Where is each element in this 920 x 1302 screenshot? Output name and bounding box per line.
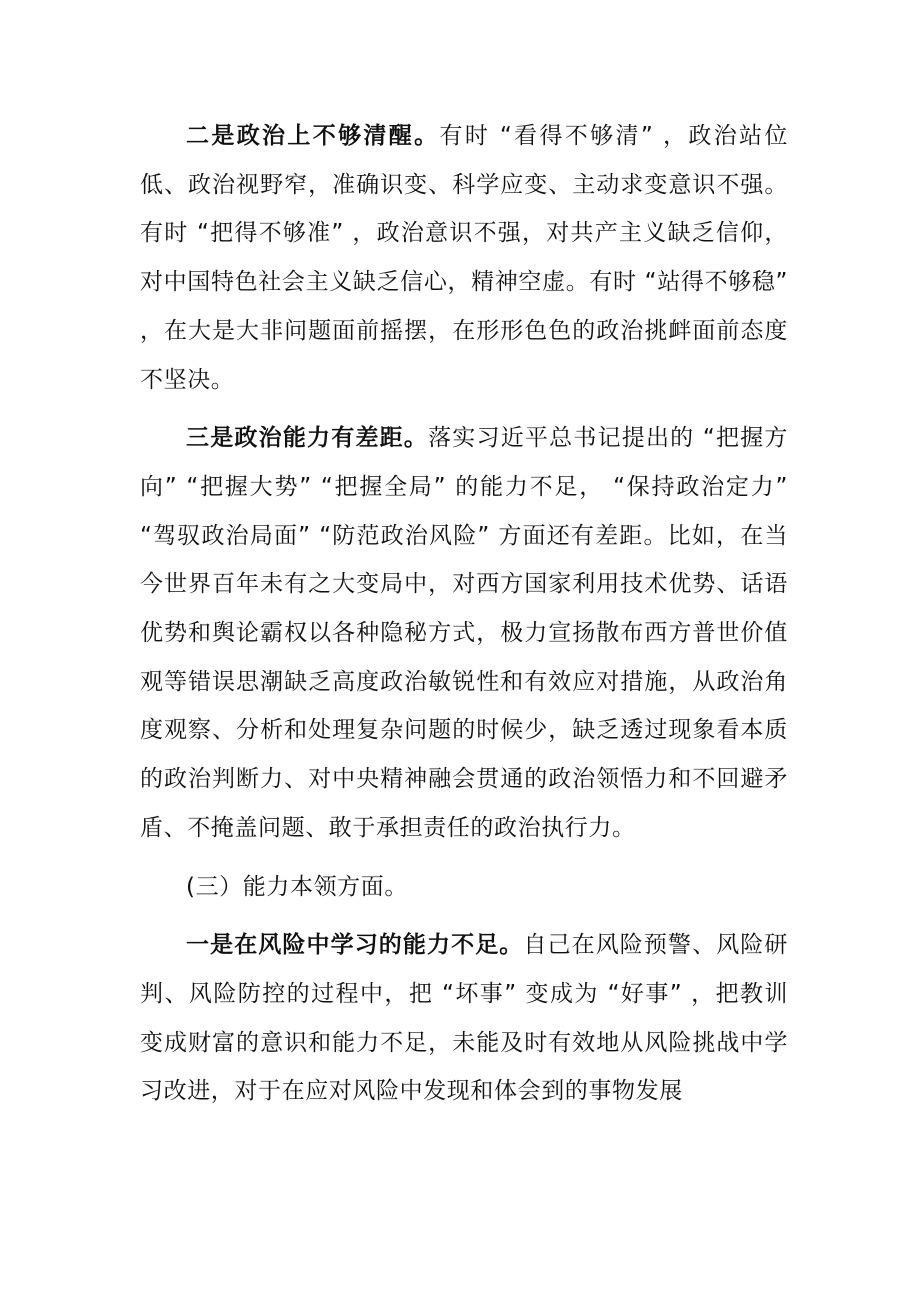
section-heading-abilities xyxy=(140,863,788,912)
paragraph-text: 自己在风险预警、风险研判、风险防控的过程中，把 “坏事” 变成为 “好事” ，把教训变成财富的意识和能力不足，未能及时有效地从风险挑战中学习改进，对于在应对风险中发现和体会到的事物发展 xyxy=(140,932,788,1105)
section-heading-text: (三）能力本领方面。 xyxy=(186,873,408,900)
paragraph-risk-learning xyxy=(140,921,788,1116)
paragraph-lead: 三是政治能力有差距。 xyxy=(186,425,429,452)
paragraph-political-awareness xyxy=(140,112,788,404)
paragraph-text: 落实习近平总书记提出的 “把握方向” “把握大势” “把握全局” 的能力不足， “保持政治定力” “驾驭政治局面” “防范政治风险” 方面还有差距。比如，在当今世界百年未有之大变局中，对西方国家利用技术优势、话语优势和舆论霸权以各种隐秘方式，极力宣扬散布西方普世价值观等错误思潮缺乏高度政治敏锐性和有效应对措施，从政治角度观察、分析和处理复杂问题的时候少，缺乏透过现象看本质的政治判断力、对中央精神融会贯通的政治领悟力和不回避矛盾、不掩盖问题、敢于承担责任的政治执行力。 xyxy=(140,425,789,841)
paragraph-lead: 二是政治上不够清醒。 xyxy=(186,123,440,149)
paragraph-text: 有时 “看得不够清” ，政治站位低、政治视野窄，准确识变、科学应变、主动求变意识不强。有时 “把得不够准” ，政治意识不强，对共产主义缺乏信仰，对中国特色社会主义缺乏信心，精神空虚。有时 “站得不够稳” ，在大是大非问题面前摇摆，在形形色色的政治挑衅面前态度不坚决。 xyxy=(140,123,789,393)
paragraph-lead: 一是在风险中学习的能力不足。 xyxy=(186,932,524,959)
document-body xyxy=(140,112,788,1116)
paragraph-political-ability xyxy=(140,414,788,852)
